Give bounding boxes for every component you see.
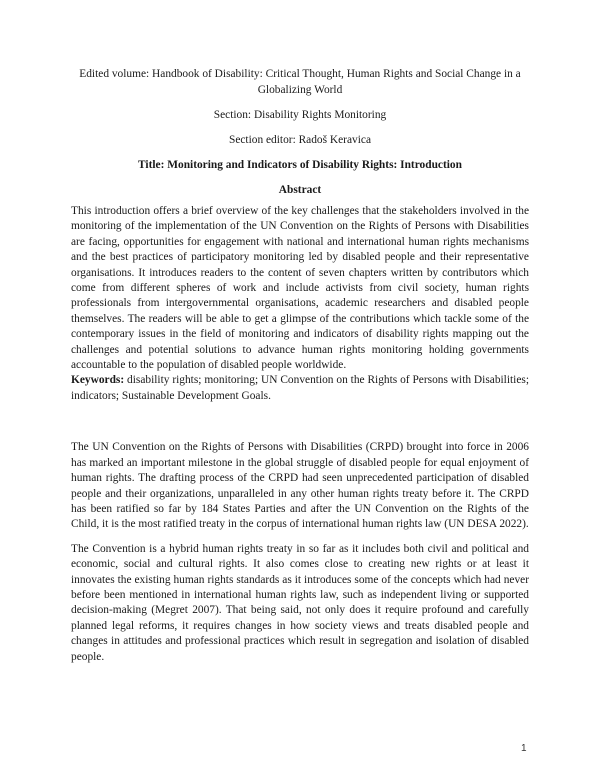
- abstract-text: This introduction offers a brief overview of the key challenges that the stakeholders involved in the monitoring of the implementation of the UN Convention on the Rights of Persons with Disabilities are facing, opportunities for engagement with national and international human rights mechanisms and the best practices of participatory monitoring led by disabled people and their representative organisations. It introduces readers to the content of seven chapters written by contributors which come from different spheres of work and include activists from civil society, human rights professionals from intergovernmental organisations, academic researchers and disabled people themselves. The readers will be able to get a glimpse of the contributions which tackle some of the contemporary issues in the field of monitoring and indicators of disability rights mapping out the challenges and potential solutions to advance human rights monitoring holding governments accountable to the population of disabled people worldwide.: [71, 205, 529, 372]
- keywords-label: Keywords:: [71, 374, 125, 387]
- keywords: [71, 373, 529, 404]
- page-number: 1: [521, 743, 527, 754]
- abstract-heading: Abstract: [278, 184, 322, 196]
- paper-title: Title: Monitoring and Indicators of Disability Rights: Introduction: [138, 159, 462, 171]
- paragraph-spacer: [71, 533, 529, 542]
- section-editor-line: Section editor: Radoš Keravica: [228, 134, 372, 146]
- volume-line: Edited volume: Handbook of Disability: Critical Thought, Human Rights and Social Change in a Globalizing World: [79, 68, 521, 96]
- body-paragraph-1: The UN Convention on the Rights of Persons with Disabilities (CRPD) brought into force in 2006 has marked an important milestone in the global struggle of disabled people for equal enjoyment of human rights. The drafting process of the CRPD had seen unprecedented participation of disabled people and their organizations, unparalleled in any other human rights treaty before it. The CRPD has been ratified so far by 184 States Parties and after the UN Convention on the Rights of the Child, it is the most ratified treaty in the corpus of international human rights law (UN DESA 2022).: [71, 441, 529, 531]
- body-paragraph-2: The Convention is a hybrid human rights treaty in so far as it includes both civil and political and economic, social and cultural rights. It also comes close to creating new rights or at least it innovates the existing human rights standards as it introduces some of the concepts which had never before been mentioned in international human rights law, such as independent living or supported decision-making (Megret 2007). That being said, not only does it require profound and carefully planned legal reforms, it requires changes in how society views and treats disabled people and changes in attitudes and professional practices which result in segregation and isolation of disabled people.: [71, 542, 529, 663]
- document-page: [71, 66, 529, 665]
- section-line: Section: Disability Rights Monitoring: [213, 109, 387, 121]
- section-spacer: [71, 404, 529, 440]
- keywords-text: disability rights; monitoring; UN Convention on the Rights of Persons with Disabilities; indicators; Sustainable Development Goals.: [71, 374, 529, 402]
